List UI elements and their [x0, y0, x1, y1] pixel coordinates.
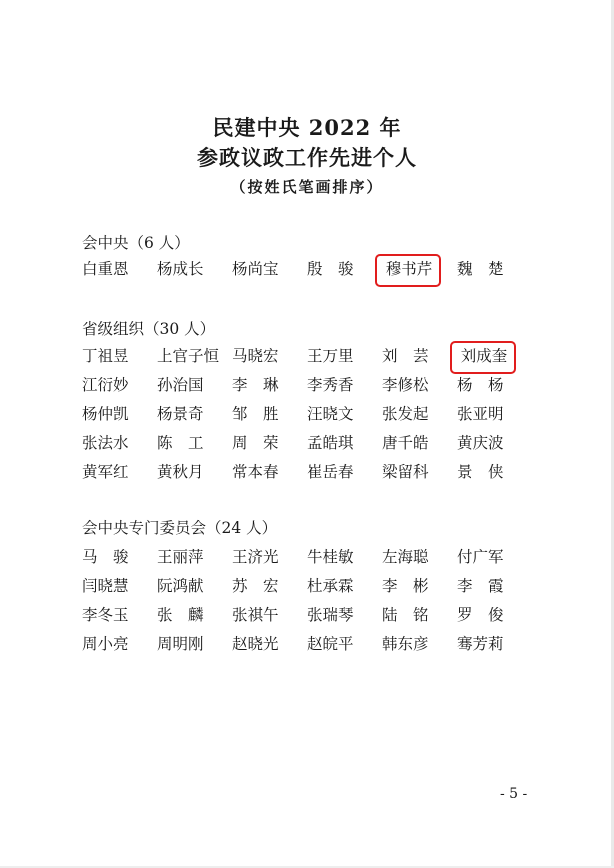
person-name: 常本春 — [232, 463, 279, 481]
person-name: 马晓宏 — [232, 347, 279, 365]
person-name: 韩东彦 — [382, 635, 429, 653]
person-name: 孟皓琪 — [307, 434, 354, 452]
person-name: 李 霞 — [457, 577, 504, 595]
person-name: 陆 铭 — [382, 606, 429, 624]
person-name: 苏 宏 — [232, 577, 279, 595]
person-name: 王万里 — [307, 347, 354, 365]
person-name: 牛桂敏 — [307, 548, 354, 566]
person-name: 殷 骏 — [307, 260, 354, 278]
person-name: 张法水 — [82, 434, 129, 452]
person-name: 李 琳 — [232, 376, 279, 394]
person-name: 左海聪 — [382, 548, 429, 566]
person-name: 李秀香 — [307, 376, 354, 394]
name-grid-committees — [82, 543, 532, 659]
person-name: 邹 胜 — [232, 405, 279, 423]
person-name: 唐千皓 — [382, 434, 429, 452]
person-name: 陈 工 — [157, 434, 204, 452]
page-title-line2: 参政议政工作先进个人 — [197, 145, 417, 170]
person-name: 江衍妙 — [82, 376, 129, 394]
person-name: 孙治国 — [157, 376, 204, 394]
person-name: 骞芳莉 — [457, 635, 504, 653]
page-title-line1: 民建中央 2022 年 — [212, 115, 402, 140]
person-name: 刘 芸 — [382, 347, 429, 365]
page-number: - 5 - — [500, 786, 528, 802]
person-name: 张亚明 — [457, 405, 504, 423]
person-name: 马 骏 — [82, 548, 129, 566]
person-name: 杨成长 — [157, 260, 204, 278]
person-name: 杨仲凯 — [82, 405, 129, 423]
person-name: 罗 俊 — [457, 606, 504, 624]
person-name: 李修松 — [382, 376, 429, 394]
name-grid-provincial — [82, 342, 532, 487]
person-name: 李 彬 — [382, 577, 429, 595]
person-name: 张 麟 — [157, 606, 204, 624]
person-name: 张发起 — [382, 405, 429, 423]
person-name: 周 荣 — [232, 434, 279, 452]
person-name: 丁祖昱 — [82, 347, 129, 365]
person-name: 阮鸿献 — [157, 577, 204, 595]
person-name: 张瑞琴 — [307, 606, 354, 624]
section-heading-committees: 会中央专门委员会（24 人） — [82, 519, 278, 537]
person-name: 黄军红 — [82, 463, 129, 481]
name-grid-central — [82, 255, 532, 284]
person-name: 杨尚宝 — [232, 260, 279, 278]
page-subtitle: （按姓氏笔画排序） — [230, 178, 384, 196]
section-heading-provincial: 省级组织（30 人） — [82, 320, 216, 338]
person-name: 张祺午 — [232, 606, 279, 624]
person-name: 白重恩 — [82, 260, 129, 278]
person-name: 梁留科 — [382, 463, 429, 481]
person-name: 黄庆波 — [457, 434, 504, 452]
person-name: 崔岳春 — [307, 463, 354, 481]
person-name: 杜承霖 — [307, 577, 354, 595]
person-name: 李冬玉 — [82, 606, 129, 624]
person-name: 上官子恒 — [157, 347, 220, 365]
person-name: 赵晓光 — [232, 635, 279, 653]
person-name: 闫晓慧 — [82, 577, 129, 595]
person-name: 黄秋月 — [157, 463, 204, 481]
person-name: 赵皖平 — [307, 635, 354, 653]
person-name: 付广军 — [457, 548, 504, 566]
highlighted-name: 穆书芹 — [378, 257, 438, 284]
person-name: 王丽萍 — [157, 548, 204, 566]
person-name: 景 侠 — [457, 463, 504, 481]
highlighted-name: 刘成奎 — [453, 344, 513, 371]
person-name: 汪晓文 — [307, 405, 354, 423]
person-name: 魏 楚 — [457, 260, 504, 278]
person-name: 杨 杨 — [457, 376, 504, 394]
person-name: 杨景奇 — [157, 405, 204, 423]
person-name: 王济光 — [232, 548, 279, 566]
person-name: 周小亮 — [82, 635, 129, 653]
person-name: 周明刚 — [157, 635, 204, 653]
section-heading-central: 会中央（6 人） — [82, 234, 190, 252]
